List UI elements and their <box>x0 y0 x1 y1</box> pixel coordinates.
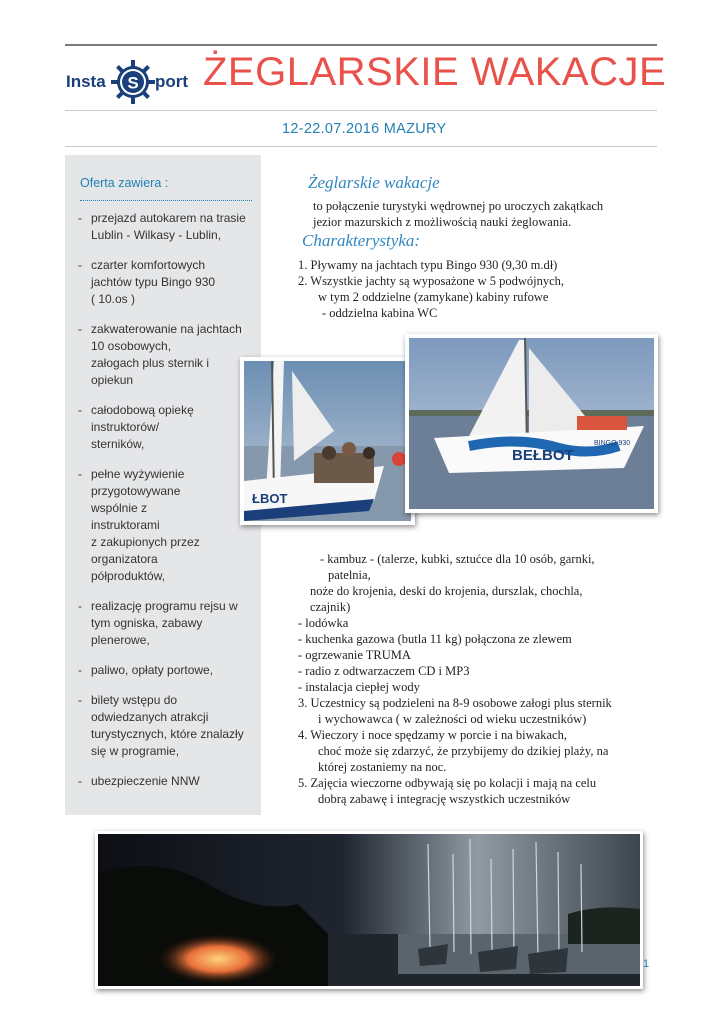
list-item: - całodobową opiekę instruktorów/ sterników, <box>78 402 260 453</box>
night-harbour-illustration <box>98 834 640 986</box>
program-item: 3. Uczestnicy są podzieleni na 8-9 osobowe załogi plus sternik <box>298 696 612 710</box>
intro-line: to połączenie turystyki wędrownej po uroczych zakątkach <box>313 199 604 213</box>
program-item: 5. Zajęcia wieczorne odbywają się po kolacji i mają na celu <box>298 776 597 790</box>
list-item: - paliwo, opłaty portowe, <box>78 662 260 679</box>
characteristic-item: 2. Wszystkie jachty są wyposażone w 5 podwójnych, <box>298 274 565 288</box>
equipment-item: patelnia, <box>328 568 371 582</box>
page-title: ŻEGLARSKIE WAKACJE <box>203 50 667 94</box>
characteristic-item: w tym 2 oddzielne (zamykane) kabiny rufowe <box>318 290 549 304</box>
logo-text-port: port <box>155 72 189 91</box>
list-item: - czarter komfortowych jachtów typu Bingo 930 ( 10.os ) <box>78 257 260 308</box>
page-number: 1 <box>643 958 650 970</box>
offer-list <box>78 210 260 803</box>
equipment-item: - ogrzewanie TRUMA <box>298 648 411 662</box>
list-item: - bilety wstępu do odwiedzanych atrakcji turystycznych, które znalazły się w programie, <box>78 692 260 760</box>
equipment-item: - radio z odtwarzaczem CD i MP3 <box>298 664 470 678</box>
program-item: dobrą zabawę i integrację wszystkich uczestników <box>318 792 571 806</box>
equipment-item: - lodówka <box>298 616 349 630</box>
characteristic-item: - oddzielna kabina WC <box>322 306 438 320</box>
characteristic-item: 1. Pływamy na jachtach typu Bingo 930 (9,30 m.dł) <box>298 258 558 272</box>
equipment-item: - kambuz - (talerze, kubki, sztućce dla 10 osób, garnki, <box>320 552 595 566</box>
boat-model: BINGO 930 <box>594 440 631 447</box>
boat-name: BEŁBOT <box>512 447 574 464</box>
boat-name: ŁBOT <box>252 491 288 506</box>
characteristics-heading: Charakterystyka: <box>302 231 421 250</box>
program-item: której zostaniemy na noc. <box>318 760 447 774</box>
program-item: i wychowawca ( w zależności od wieku uczestników) <box>318 712 587 726</box>
divider <box>65 110 657 111</box>
list-item: - ubezpieczenie NNW <box>78 773 260 790</box>
yacht-illustration <box>409 338 654 509</box>
list-item: - realizację programu rejsu w tym ogniska, zabawy plenerowe, <box>78 598 260 649</box>
list-item: - zakwaterowanie na jachtach 10 osobowych, załogach plus sternik i opiekun <box>78 321 260 389</box>
program-item: choć może się zdarzyć, że przybijemy do dzikiej plaży, na <box>318 744 609 758</box>
yacht-crew-illustration <box>244 361 411 521</box>
logo-letter: S <box>127 73 139 93</box>
program-item: 4. Wieczory i noce spędzamy w porcie i na biwakach, <box>298 728 567 742</box>
dotted-divider <box>80 200 252 201</box>
equipment-item: noże do krojenia, deski do krojenia, durszlak, chochla, <box>310 584 583 598</box>
equipment-item: - kuchenka gazowa (butla 11 kg) połączona ze zlewem <box>298 632 572 646</box>
list-item: - przejazd autokarem na trasie Lublin - Wilkasy - Lublin, <box>78 210 260 244</box>
instasport-logo <box>66 58 190 106</box>
divider <box>65 146 657 147</box>
yacht-crew-photo <box>240 357 415 525</box>
event-date: 12-22.07.2016 MAZURY <box>282 121 447 137</box>
section-heading: Żeglarskie wakacje <box>308 173 440 192</box>
intro-line: jezior mazurskich z możliwością nauki żeglowania. <box>313 215 572 229</box>
top-rule <box>65 44 657 46</box>
list-item: - pełne wyżywienie przygotowywane wspólnie z instruktorami z zakupionych przez organizatora półproduktów, <box>78 466 260 585</box>
ship-wheel-icon <box>111 60 155 104</box>
logo-text-insta: Insta <box>66 72 106 91</box>
yacht-photo <box>405 334 658 513</box>
equipment-item: - instalacja ciepłej wody <box>298 680 420 694</box>
night-harbour-photo <box>95 831 643 989</box>
equipment-item: czajnik) <box>310 600 351 614</box>
offer-title: Oferta zawiera : <box>80 176 169 190</box>
